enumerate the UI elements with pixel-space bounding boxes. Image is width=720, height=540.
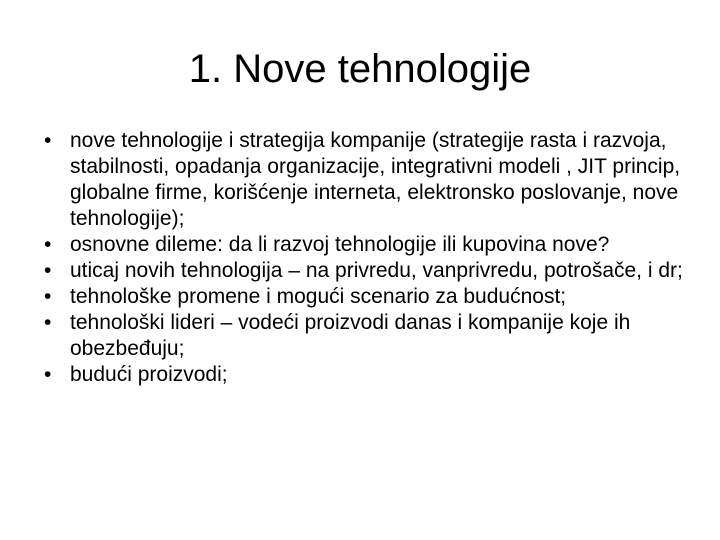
slide-title: 1. Nove tehnologije <box>188 47 532 91</box>
bullet-marker: • <box>44 311 52 334</box>
bullet-item-dilemmas <box>44 232 684 258</box>
bullet-marker: • <box>44 285 52 308</box>
bullet-text: osnovne dileme: da li razvoj tehnologije ili kupovina nove? <box>70 233 610 256</box>
bullet-text: nove tehnologije i strategija kompanije (strategije rasta i razvoja, stabilnosti, opadanja organizacije, integrativni modeli , JIT princip, globalne firme, korišćenje interneta, elektronsko poslovanje, nove tehnologije); <box>70 129 681 230</box>
bullet-item-impact <box>44 258 684 284</box>
bullet-text: budući proizvodi; <box>70 363 228 386</box>
bullet-text: tehnološke promene i mogući scenario za budućnost; <box>70 285 567 308</box>
bullet-item-leaders <box>44 310 684 362</box>
bullet-text: uticaj novih tehnologija – na privredu, vanprivredu, potrošače, i dr; <box>70 259 683 282</box>
bullet-marker: • <box>44 233 52 256</box>
bullet-text: tehnološki lideri – vodeći proizvodi danas i kompanije koje ih obezbeđuju; <box>70 311 631 360</box>
bullet-item-strategy <box>44 128 684 232</box>
bullet-marker: • <box>44 363 52 386</box>
bullet-marker: • <box>44 129 52 152</box>
bullet-item-future-products <box>44 362 684 388</box>
bullet-item-changes <box>44 284 684 310</box>
bullet-list <box>44 128 684 388</box>
bullet-marker: • <box>44 259 52 282</box>
